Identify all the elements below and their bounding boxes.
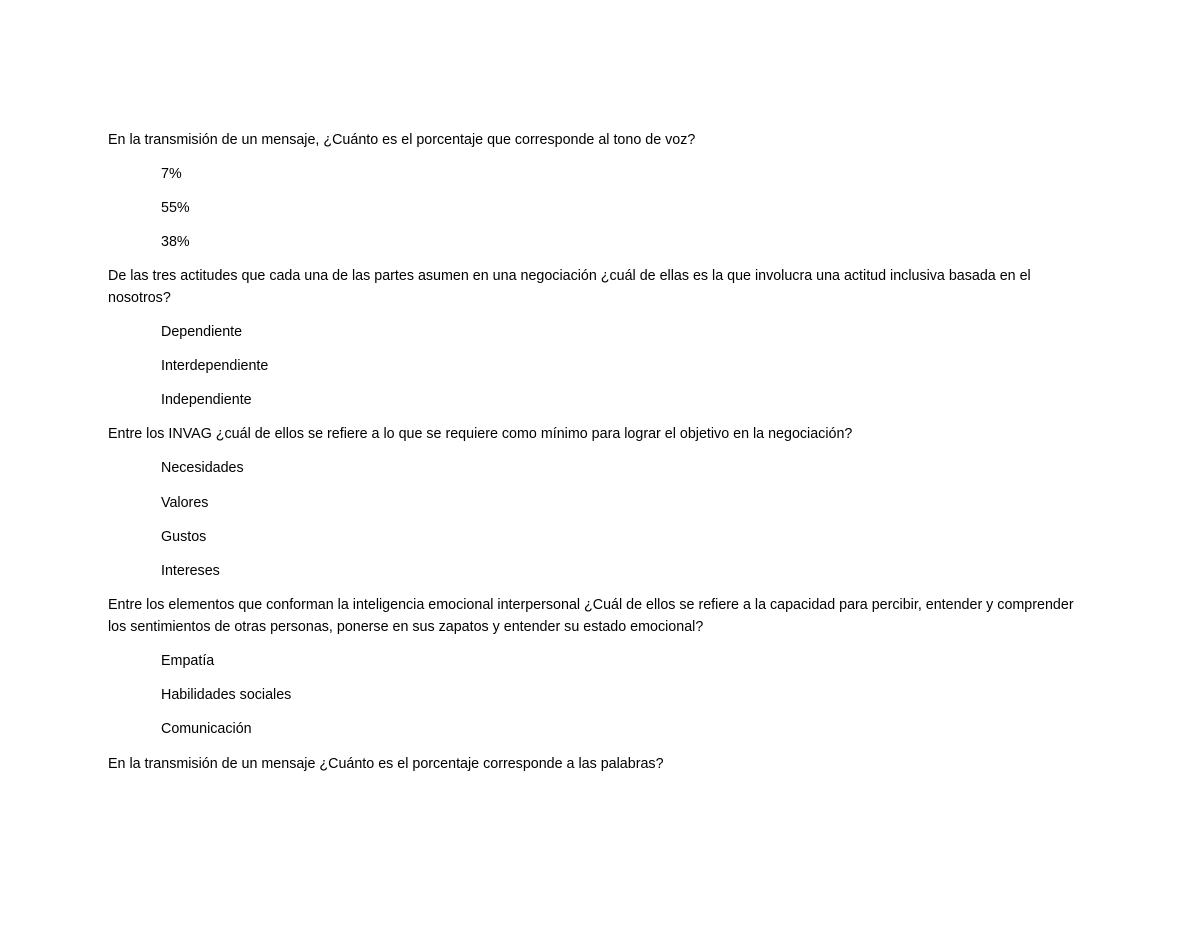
- question-3-option-2: Valores: [161, 495, 209, 511]
- question-1-option-1: 7%: [161, 166, 182, 182]
- question-4-text: Entre los elementos que conforman la inteligencia emocional interpersonal ¿Cuál de ellos se refiere a la capacidad para percibir, entender y comprender los sentimientos de otras personas, ponerse en sus zapatos y entender su estado emocional?: [108, 597, 1074, 635]
- question-3-text: Entre los INVAG ¿cuál de ellos se refiere a lo que se requiere como mínimo para lograr el objetivo en la negociación?: [108, 426, 853, 442]
- question-2-option-2: Interdependiente: [161, 358, 269, 374]
- question-1-option-3: 38%: [161, 234, 190, 250]
- question-3-option-3: Gustos: [161, 529, 207, 545]
- question-2-option-1: Dependiente: [161, 324, 243, 340]
- question-1-option-2: 55%: [161, 200, 190, 216]
- question-4-option-2: Habilidades sociales: [161, 687, 292, 703]
- question-5-text: En la transmisión de un mensaje ¿Cuánto es el porcentaje corresponde a las palabras?: [108, 756, 664, 772]
- question-2-option-3: Independiente: [161, 392, 252, 408]
- question-3-option-1: Necesidades: [161, 460, 244, 476]
- question-2-text: De las tres actitudes que cada una de las partes asumen en una negociación ¿cuál de ellas es la que involucra una actitud inclusiva basada en el nosotros?: [108, 268, 1031, 306]
- question-3-option-4: Intereses: [161, 563, 220, 579]
- question-4-option-3: Comunicación: [161, 721, 252, 737]
- question-1-text: En la transmisión de un mensaje, ¿Cuánto es el porcentaje que corresponde al tono de voz?: [108, 132, 696, 148]
- question-4-option-1: Empatía: [161, 653, 215, 669]
